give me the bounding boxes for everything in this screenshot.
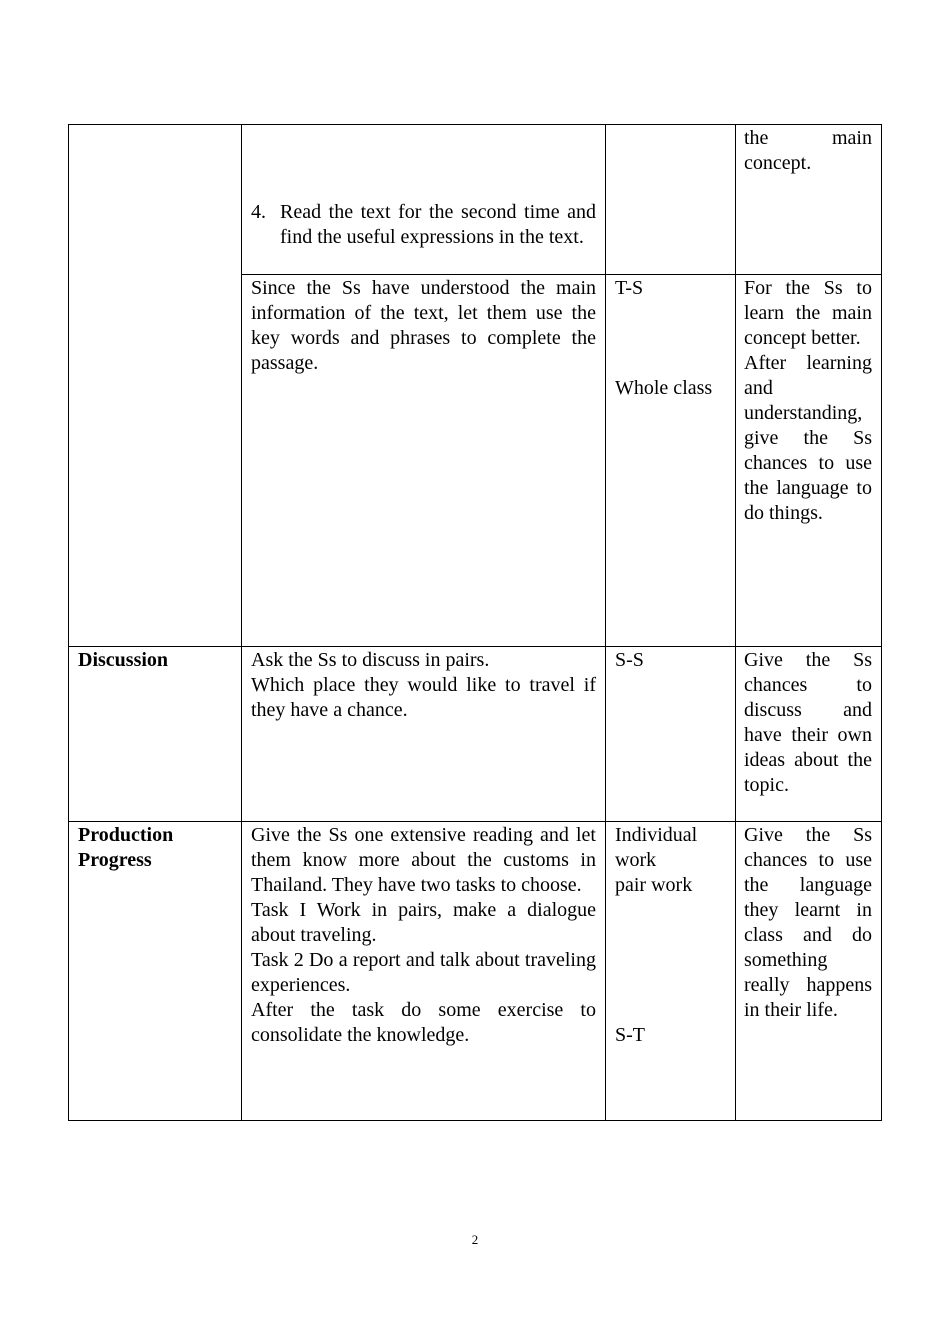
purpose-text: concept. — [744, 152, 812, 174]
stage-cell — [69, 822, 242, 1120]
purpose-text: For the Ss to learn the main concept better. — [744, 277, 872, 349]
purpose-text: the main — [744, 127, 872, 149]
interaction-cell — [606, 647, 736, 821]
page-number: 2 — [471, 1232, 479, 1247]
interaction-text: Whole class — [615, 377, 713, 399]
purpose-cell — [736, 274, 881, 646]
purpose-cell — [736, 647, 881, 821]
table-row — [68, 821, 882, 1121]
interaction-text: S-S — [615, 649, 644, 671]
activity-cell — [242, 647, 606, 821]
activity-text: After the task do some exercise to consolidate the knowledge. — [251, 999, 596, 1046]
interaction-cell — [606, 125, 736, 274]
activity-text: Task I Work in pairs, make a dialogue about traveling. — [251, 899, 596, 946]
stage-label: Progress — [78, 849, 152, 871]
interaction-text: S-T — [615, 1024, 645, 1046]
table-row — [68, 646, 882, 821]
table-row — [68, 274, 882, 646]
step-number: 4. — [251, 201, 266, 223]
purpose-cell — [736, 822, 881, 1120]
stage-label: Production — [78, 824, 174, 846]
activity-text: Ask the Ss to discuss in pairs. — [251, 649, 490, 671]
purpose-cell — [736, 125, 881, 274]
purpose-text: Give the Ss chances to use the language they learnt in class and do something really happens in their life. — [744, 824, 872, 1021]
stage-label: Discussion — [78, 649, 169, 671]
numbered-step — [251, 200, 596, 250]
interaction-text: pair work — [615, 874, 693, 896]
activity-text: Since the Ss have understood the main information of the text, let them use the key words and phrases to complete the passage. — [251, 277, 596, 374]
stage-cell — [69, 125, 242, 274]
activity-text: Which place they would like to travel if they have a chance. — [251, 674, 596, 721]
interaction-cell — [606, 822, 736, 1120]
stage-cell — [69, 647, 242, 821]
activity-cell — [242, 822, 606, 1120]
activity-cell — [242, 274, 606, 646]
interaction-text: T-S — [615, 277, 644, 299]
purpose-text: Give the Ss chances to discuss and have their own ideas about the topic. — [744, 649, 872, 796]
interaction-cell — [606, 274, 736, 646]
activity-text: Task 2 Do a report and talk about traveling experiences. — [251, 949, 596, 996]
table-row — [68, 124, 882, 274]
activity-text: Give the Ss one extensive reading and let them know more about the customs in Thailand. They have two tasks to choose. — [251, 824, 596, 896]
stage-cell — [69, 274, 242, 646]
step-text: Read the text for the second time and find the useful expressions in the text. — [280, 201, 596, 248]
interaction-text: Individual work — [615, 824, 698, 871]
purpose-text: After learning and understanding, give the Ss chances to use the language to do things. — [744, 352, 872, 524]
activity-cell — [242, 125, 606, 274]
